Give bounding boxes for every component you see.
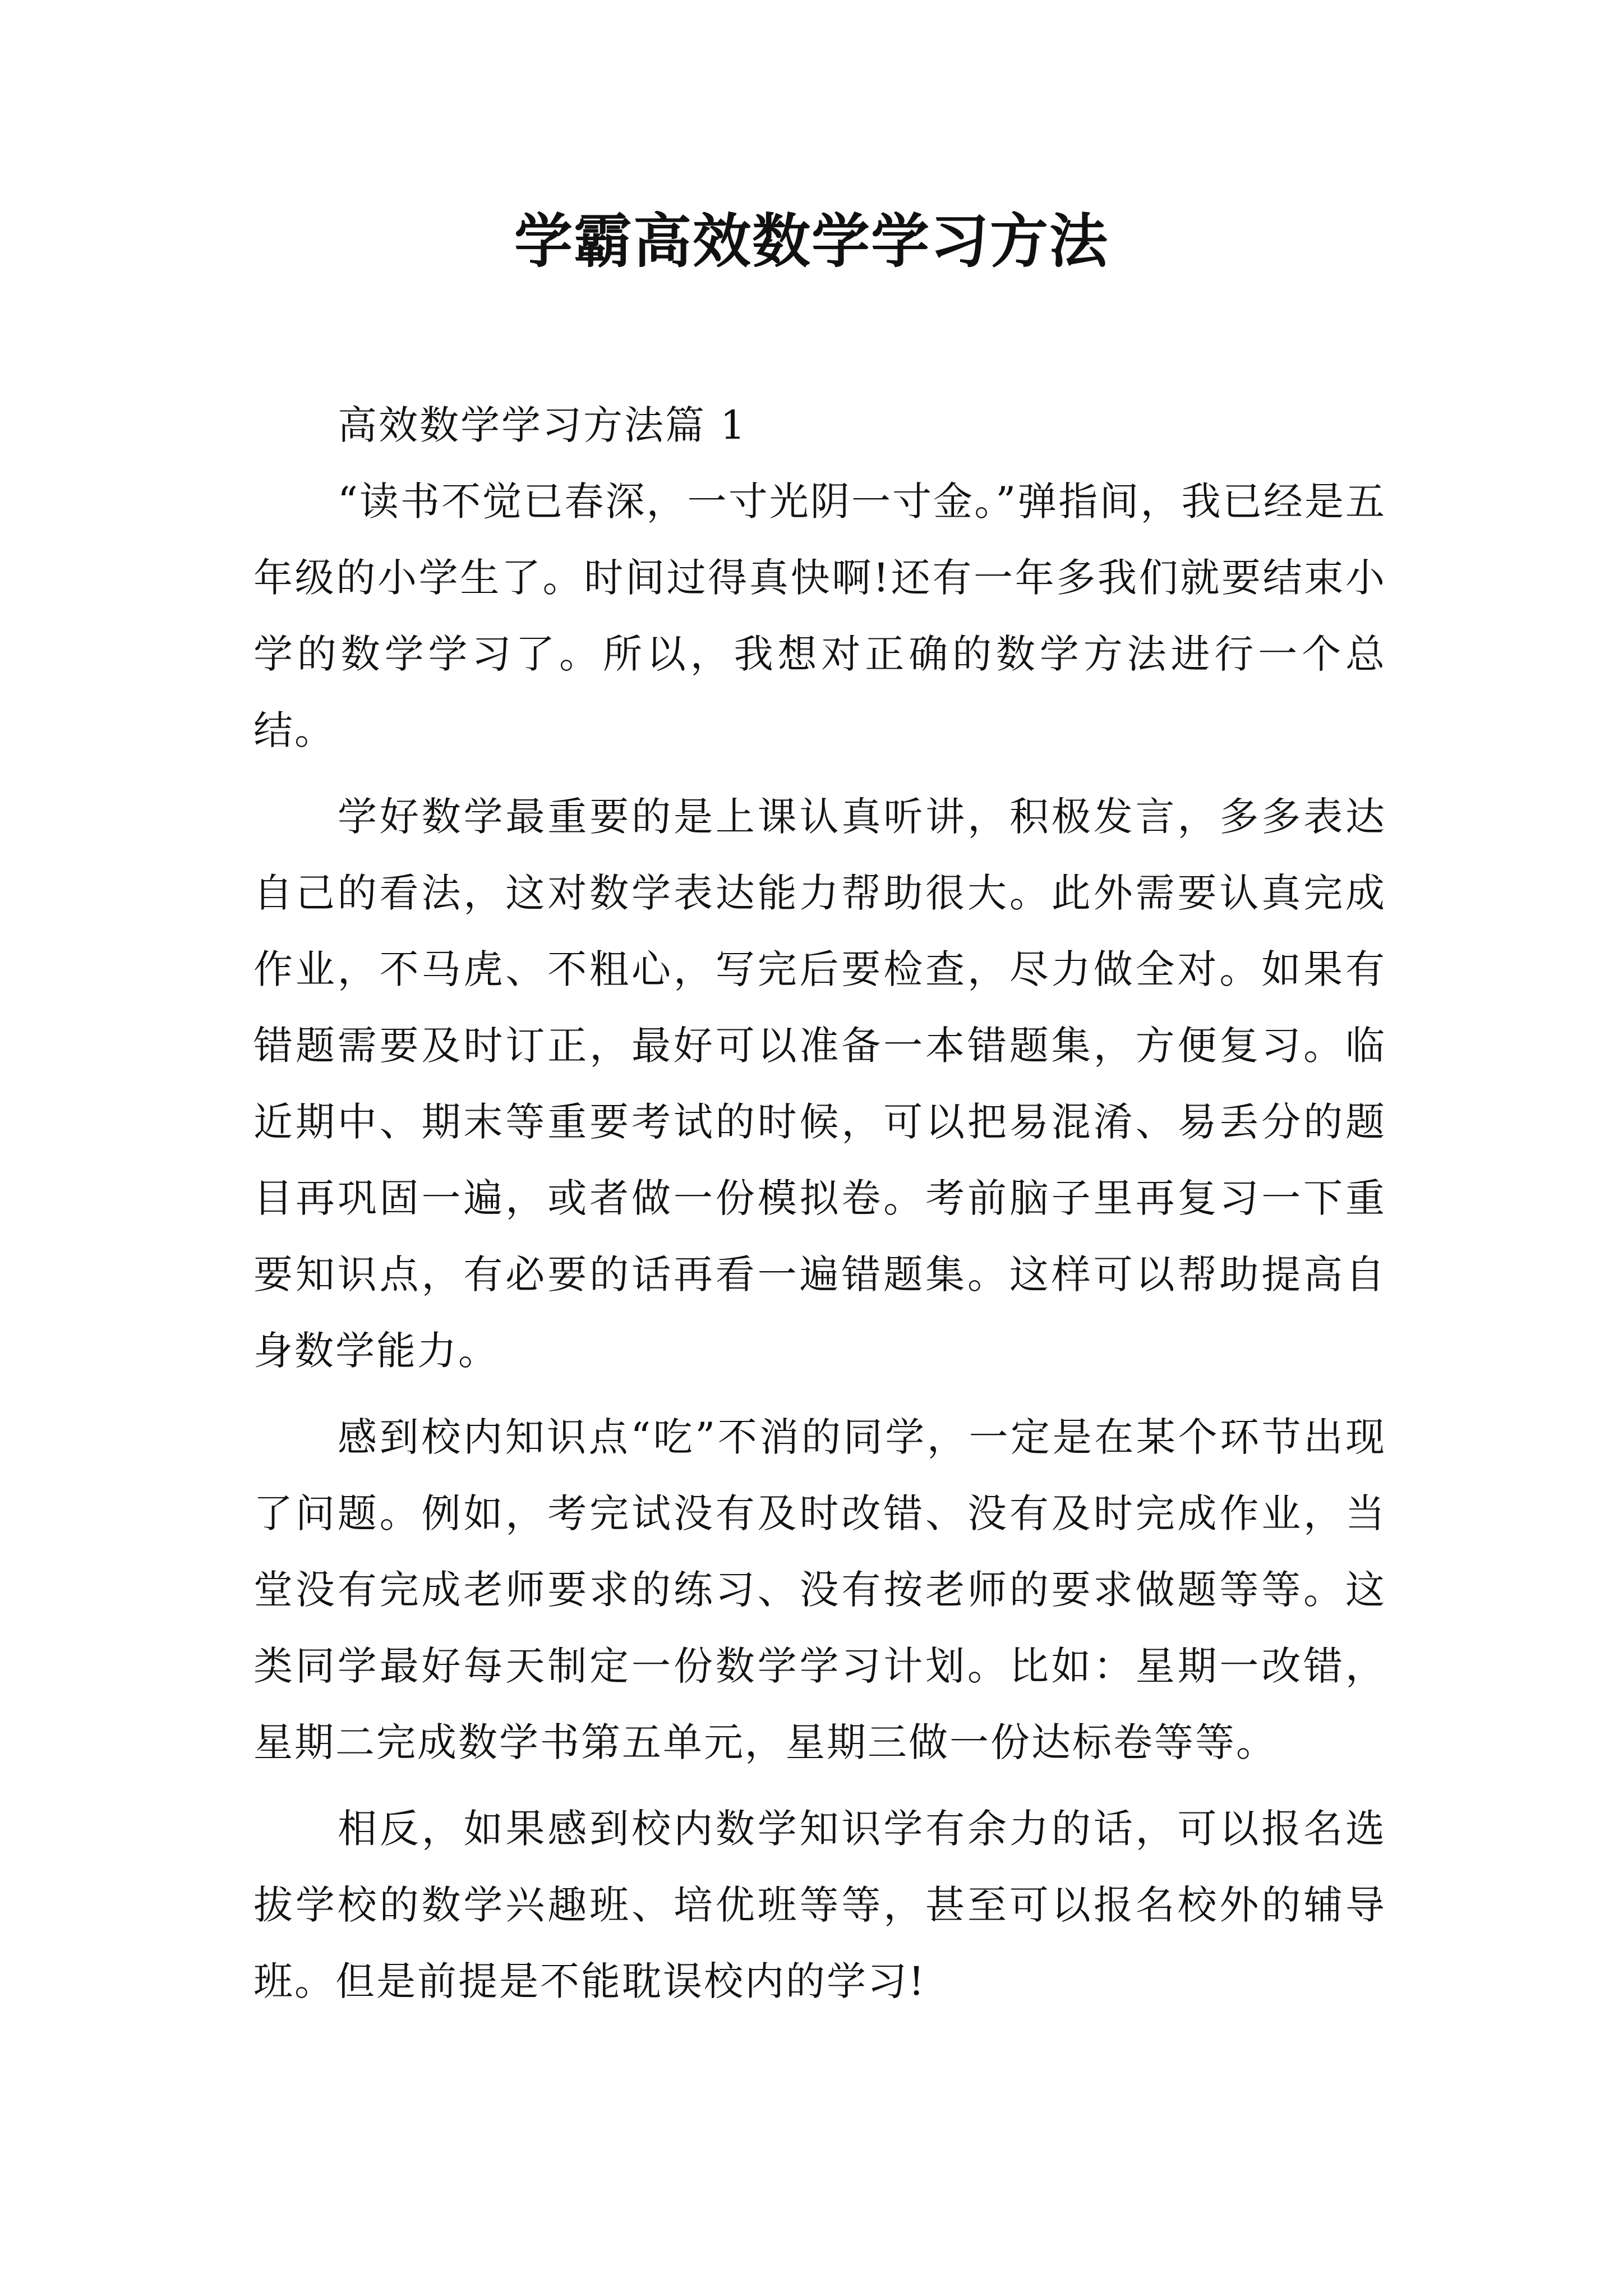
paragraph-2: 学好数学最重要的是上课认真听讲，积极发言，多多表达自己的看法，这对数学表达能力帮助很大。此外需要认真完成作业，不马虎、不粗心，写完后要检查，尽力做全对。如果有错题需要及时订正，最好可以准备一本错题集，方便复习。临近期中、期末等重要考试的时候，可以把易混淆、易丢分的题目再巩固一遍，或者做一份模拟卷。考前脑子里再复习一下重要知识点，有必要的话再看一遍错题集。这样可以帮助提高自身数学能力。 bbox=[253, 794, 1386, 1374]
section-heading: 高效数学学习方法篇 1 bbox=[338, 402, 747, 448]
document-body bbox=[253, 387, 1386, 2030]
paragraph-4: 相反，如果感到校内数学知识学有余力的话，可以报名选拔学校的数学兴趣班、培优班等等，甚至可以报名校外的辅导班。但是前提是不能耽误校内的学习! bbox=[253, 1806, 1386, 2004]
page-title: 学霸高效数学学习方法 bbox=[514, 207, 1109, 275]
paragraph-3: 感到校内知识点“吃”不消的同学，一定是在某个环节出现了问题。例如，考完试没有及时改错、没有及时完成作业，当堂没有完成老师要求的练习、没有按老师的要求做题等等。这类同学最好每天制定一份数学学习计划。比如：星期一改错，星期二完成数学书第五单元，星期三做一份达标卷等等。 bbox=[253, 1414, 1386, 1765]
paragraph-1: “读书不觉已春深，一寸光阴一寸金。”弹指间，我已经是五年级的小学生了。时间过得真快啊!还有一年多我们就要结束小学的数学学习了。所以，我想对正确的数学方法进行一个总结。 bbox=[253, 478, 1386, 753]
